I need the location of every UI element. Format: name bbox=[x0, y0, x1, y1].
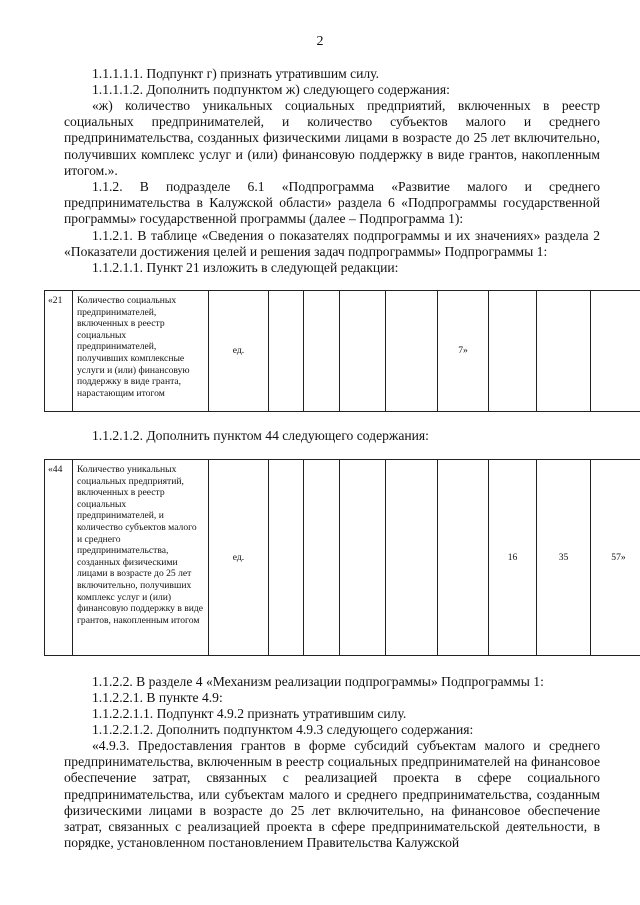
indicator-description: Количество социальных предпринимателей, включенных в реестр социальных предпринимателей, получивших комплексные услуги и (или) финансовую поддержку в виде гранта, нарастающим итогом bbox=[73, 291, 209, 412]
value-cell bbox=[340, 460, 386, 656]
table-row bbox=[45, 291, 640, 412]
paragraph-2: 1.1.1.1.2. Дополнить подпунктом ж) следующего содержания: bbox=[92, 82, 450, 97]
paragraph-4: 1.1.2. В подразделе 6.1 «Подпрограмма «Развитие малого и среднего предпринимательства в Калужской области» раздела 6 «Подпрограммы государственной программы» государственной программы (далее – Подпрограмма 1): bbox=[64, 179, 600, 227]
value-cell bbox=[591, 291, 640, 412]
value-cell bbox=[269, 460, 304, 656]
value-cell: 16 bbox=[489, 460, 537, 656]
value-cell bbox=[304, 291, 340, 412]
value-cell: 57» bbox=[591, 460, 640, 656]
indicator-table-44 bbox=[44, 459, 640, 656]
value-cell bbox=[340, 291, 386, 412]
value-cell bbox=[537, 291, 591, 412]
indicator-table-21 bbox=[44, 290, 640, 412]
paragraph-5: 1.1.2.1. В таблице «Сведения о показателях подпрограммы и их значениях» раздела 2 «Показатели достижения целей и решения задач подпрограммы» Подпрограммы 1: bbox=[64, 228, 600, 260]
paragraph-11: 1.1.2.2.1.2. Дополнить подпунктом 4.9.3 следующего содержания: bbox=[92, 722, 474, 737]
unit-cell: ед. bbox=[209, 460, 269, 656]
paragraph-9: 1.1.2.2.1. В пункте 4.9: bbox=[92, 690, 223, 705]
value-cell bbox=[386, 291, 438, 412]
page-number: 2 bbox=[316, 34, 324, 49]
unit-cell: ед. bbox=[209, 291, 269, 412]
value-cell bbox=[438, 460, 489, 656]
value-cell: 35 bbox=[537, 460, 591, 656]
value-cell bbox=[489, 291, 537, 412]
paragraph-8: 1.1.2.2. В разделе 4 «Механизм реализации подпрограммы» Подпрограммы 1: bbox=[92, 674, 544, 689]
paragraph-12: «4.9.3. Предоставления грантов в форме субсидий субъектам малого и среднего предпринимательства, включенным в реестр социальных предпринимателей на финансовое обеспечение затрат, связанных с реализацией проекта в сфере социального предпринимательства, или субъектам малого и среднего предпринимательства, созданным физическими лицами в возрасте до 25 лет включительно, на финансовое обеспечение затрат, связанных с реализацией проекта в сфере предпринимательской деятельности, в порядке, установленном постановлением Правительства Калужской bbox=[64, 738, 600, 851]
paragraph-10: 1.1.2.2.1.1. Подпункт 4.9.2 признать утратившим силу. bbox=[92, 706, 407, 721]
indicator-description: Количество уникальных социальных предприятий, включенных в реестр социальных предпринимателей, и количество субъектов малого и среднего предпринимательства, созданных физическими лицами в возрасте до 25 лет включительно, получивших комплекс услуг и (или) финансовую поддержку в виде грантов, накопленным итогом bbox=[73, 460, 209, 656]
value-cell bbox=[386, 460, 438, 656]
value-cell: 7» bbox=[438, 291, 489, 412]
table-row bbox=[45, 460, 640, 656]
value-cell bbox=[304, 460, 340, 656]
paragraph-7: 1.1.2.1.2. Дополнить пунктом 44 следующего содержания: bbox=[92, 428, 429, 443]
paragraph-1: 1.1.1.1.1. Подпункт г) признать утратившим силу. bbox=[92, 66, 380, 81]
value-cell bbox=[269, 291, 304, 412]
row-number: «21 bbox=[45, 291, 73, 412]
row-number: «44 bbox=[45, 460, 73, 656]
paragraph-3: «ж) количество уникальных социальных предприятий, включенных в реестр социальных предпринимателей, и количество субъектов малого и среднего предпринимательства, созданных физическими лицами в возрасте до 25 лет включительно, получивших комплекс услуг и (или) финансовую поддержку в виде грантов, накопленным итогом.». bbox=[64, 98, 600, 178]
paragraph-6: 1.1.2.1.1. Пункт 21 изложить в следующей редакции: bbox=[92, 260, 399, 275]
